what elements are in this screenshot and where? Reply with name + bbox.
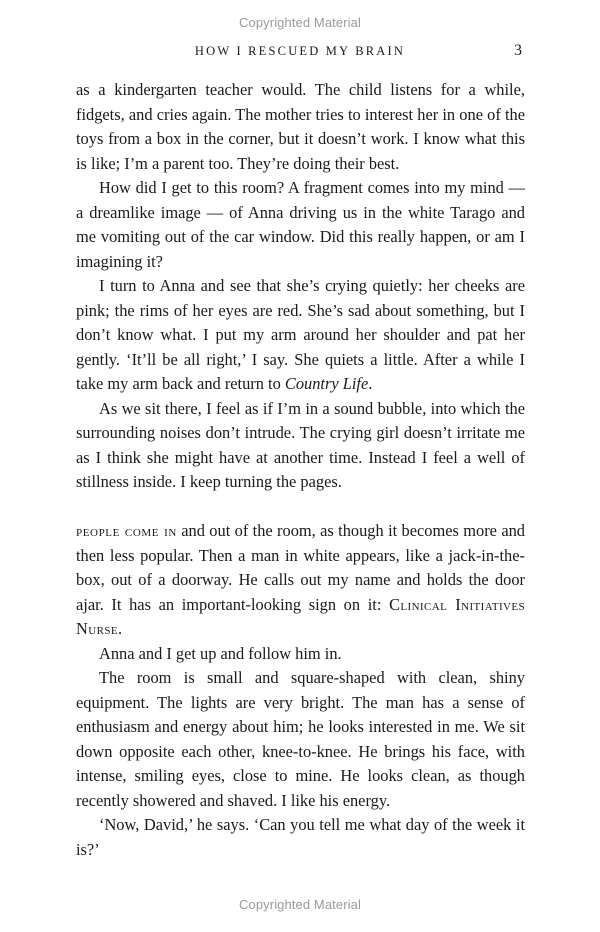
page-number: 3 (514, 42, 522, 59)
paragraph-3-text: I turn to Anna and see that she’s crying quietly: her cheeks are pink; the rims of her eyes are red. She’s sad about something, but I don’t know what. I put my arm around her shoulder and pat her gently. ‘It’ll be all right,’ I say. She quiets a little. After a while I take my arm back and return to (76, 276, 525, 393)
paragraph-4: As we sit there, I feel as if I’m in a sound bubble, into which the surrounding noises don’t intrude. The crying girl doesn’t irritate me as I think she might have at another time. Instead I feel a well of stillness inside. I keep turning the pages. (76, 398, 525, 491)
paragraph-5-end: . (117, 619, 123, 638)
section-lead-in: people come in (76, 521, 177, 540)
book-title-country-life: Country Life (284, 374, 369, 393)
paragraph-5-text: and out of the room, as though it becomes more and then less popular. Then a man in white appears, like a jack-in-the-box, out of a doorway. He calls out my name and holds the door ajar. It has an important-looking sign on it: (76, 521, 525, 614)
paragraph-3-end: . (368, 374, 373, 393)
running-head: HOW I RESCUED MY BRAIN (194, 44, 406, 58)
body-text (76, 78, 525, 862)
paragraph-8: ‘Now, David,’ he says. ‘Can you tell me what day of the week it is?’ (76, 815, 525, 859)
watermark-bottom: Copyrighted Material (239, 897, 361, 912)
paragraph-5 (76, 519, 525, 642)
section-break (76, 495, 525, 520)
paragraph-1: as a kindergarten teacher would. The child listens for a while, fidgets, and cries again. The mother tries to interest her in one of the toys from a box in the corner, but it doesn’t work. I know what this is like; I’m a parent too. They’re doing their best. (76, 80, 525, 173)
paragraph-6: Anna and I get up and follow him in. (99, 643, 342, 663)
paragraph-7: The room is small and square-shaped with clean, shiny equipment. The lights are very bright. The man has a sense of enthusiasm and energy about him; he looks interested in me. We sit down opposite each other, knee-to-knee. He brings his face, with intense, smiling eyes, close to mine. He looks clean, as though recently showered and shaved. I like his energy. (76, 668, 525, 810)
paragraph-2: How did I get to this room? A fragment comes into my mind — a dreamlike image — of Anna driving us in the white Tarago and me vomiting out of the car window. Did this really happen, or am I imagining it? (76, 178, 525, 271)
watermark-top: Copyrighted Material (239, 15, 361, 30)
paragraph-3 (76, 274, 525, 397)
door-sign-text: Clinical Initiatives Nurse (76, 594, 526, 638)
